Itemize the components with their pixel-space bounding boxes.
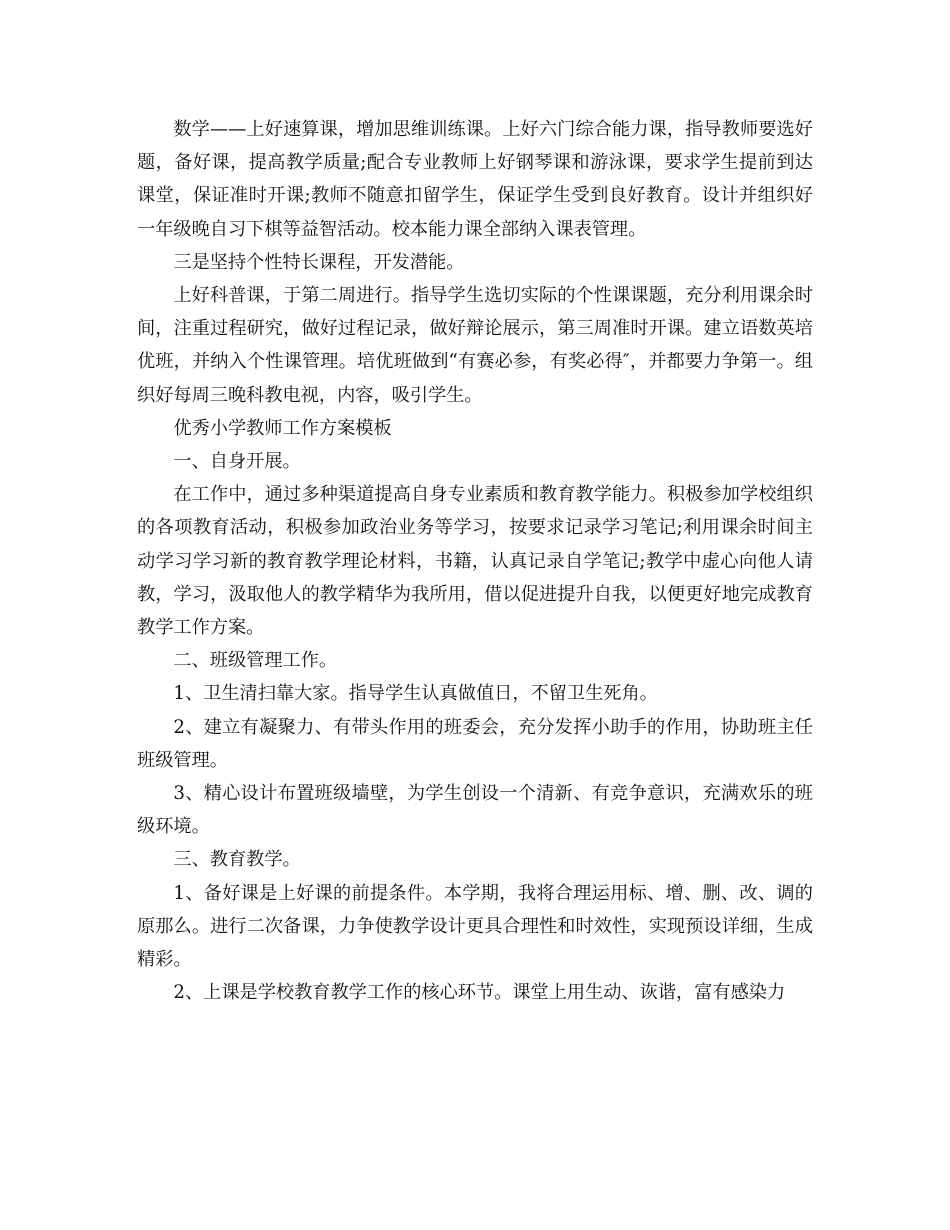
- paragraph-section-class-management: 二、班级管理工作。: [173, 650, 338, 672]
- paragraph-specialty-courses-heading: 三是坚持个性特长课程，开发潜能。: [173, 251, 465, 273]
- paragraph-self-development-body: 在工作中，通过多种渠道提高自身专业素质和教育教学能力。积极参加学校组织的各项教育活动，积极参加政治业务等学习，按要求记录学习笔记;利用课余时间主动学习学习新的教育教学理论材料，书籍，认真记录自学笔记;教学中虚心向他人请教，学习，汲取他人的教学精华为我所用，借以促进提升自我，以便更好地完成教育教学工作方案。: [137, 484, 813, 639]
- paragraph-teaching-item-2: 2、上课是学校教育教学工作的核心环节。课堂上用生动、诙谐，富有感染力: [173, 982, 786, 1004]
- paragraph-class-item-3: 3、精心设计布置班级墙壁，为学生创设一个清新、有竞争意识，充满欢乐的班级环境。: [137, 783, 813, 838]
- paragraph-math-courses: 数学——上好速算课，增加思维训练课。上好六门综合能力课，指导教师要选好题，备好课，提高教学质量;配合专业教师上好钢琴课和游泳课，要求学生提前到达课堂，保证准时开课;教师不随意扣留学生，保证学生受到良好教育。设计并组织好一年级晚自习下棋等益智活动。校本能力课全部纳入课表管理。: [137, 119, 813, 240]
- paragraph-science-courses: 上好科普课，于第二周进行。指导学生选切实际的个性课课题，充分利用课余时间，注重过程研究，做好过程记录，做好辩论展示，第三周准时开课。建立语数英培优班，并纳入个性课管理。培优班做到“有赛必参，有奖必得″，并都要力争第一。组织好每周三晚科教电视，内容，吸引学生。: [137, 285, 813, 406]
- paragraph-teaching-item-1: 1、备好课是上好课的前提条件。本学期，我将合理运用标、增、删、改、调的原那么。进行二次备课，力争使教学设计更具合理性和时效性，实现预设详细，生成精彩。: [137, 882, 813, 971]
- paragraph-section-self-development: 一、自身开展。: [173, 451, 301, 473]
- paragraph-template-title: 优秀小学教师工作方案模板: [173, 417, 392, 439]
- paragraph-section-teaching: 三、教育教学。: [173, 849, 301, 871]
- paragraph-class-item-2: 2、建立有凝聚力、有带头作用的班委会，充分发挥小助手的作用，协助班主任班级管理。: [137, 716, 813, 771]
- paragraph-class-item-1: 1、卫生清扫靠大家。指导学生认真做值日，不留卫生死角。: [173, 683, 658, 705]
- document-body: [137, 113, 813, 1009]
